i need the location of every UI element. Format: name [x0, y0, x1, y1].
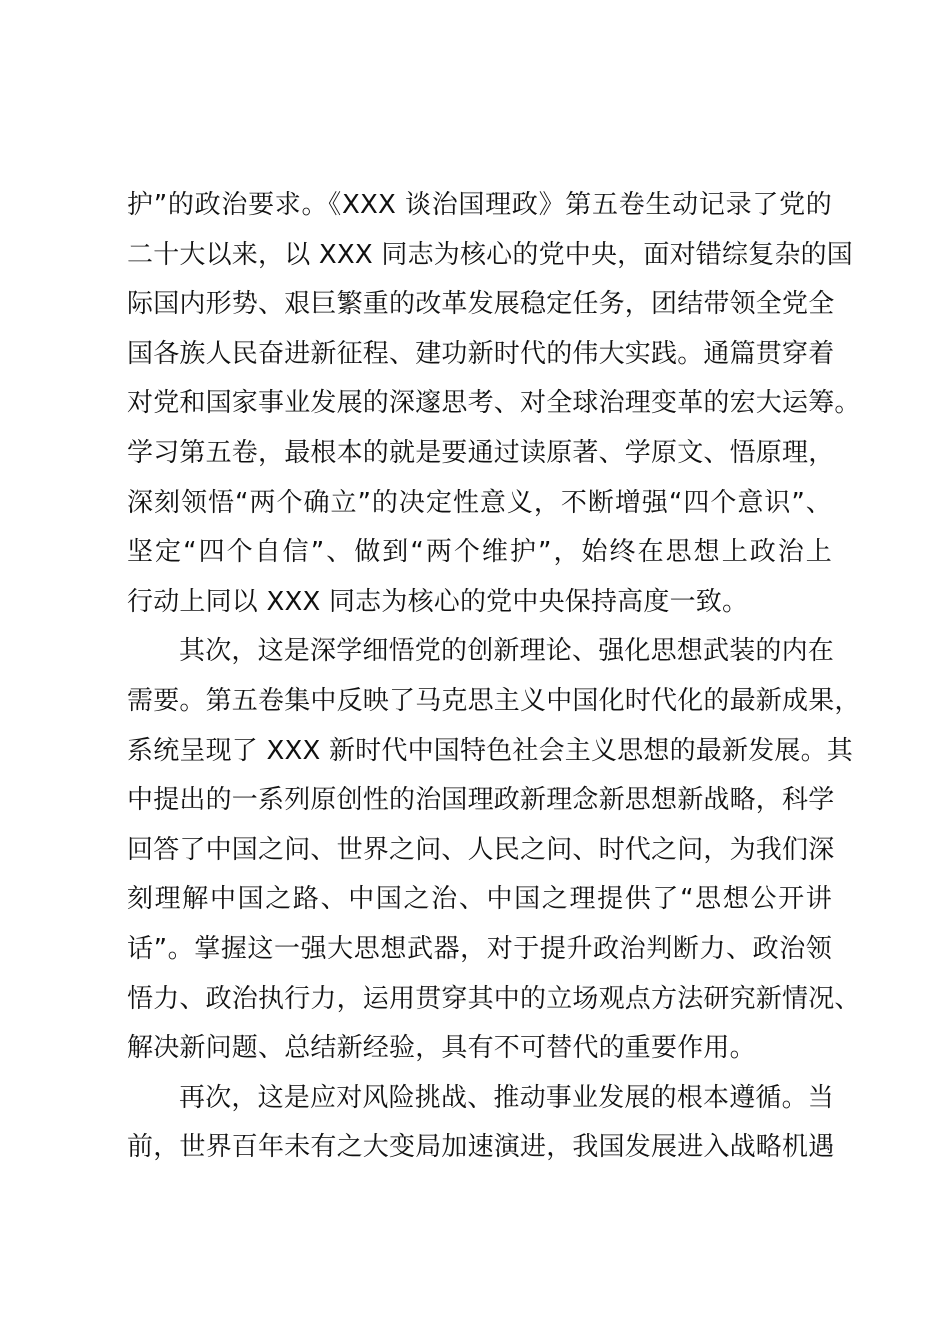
- text-line: 话”。掌握这一强大思想武器，对于提升政治判断力、政治领: [127, 933, 832, 964]
- text-line: 解决新问题、总结新经验，具有不可替代的重要作用。: [127, 1033, 756, 1064]
- document-body: [127, 181, 861, 1173]
- text-line: 坚定“四个自信”、做到“两个维护”，始终在思想上政治上: [127, 537, 832, 568]
- text-line: 际国内形势、艰巨繁重的改革发展稳定任务，团结带领全党全: [127, 289, 835, 320]
- text-line: 深刻领悟“两个确立”的决定性意义，不断增强“四个意识”、: [127, 487, 832, 518]
- text-line: 再次，这是应对风险挑战、推动事业发展的根本遵循。当: [179, 1082, 835, 1113]
- paragraph: [127, 1074, 835, 1173]
- text-line: 中提出的一系列原创性的治国理政新理念新思想新战略，科学: [127, 785, 835, 816]
- text-line: 国各族人民奋进新征程、建功新时代的伟大实践。通篇贯穿着: [127, 338, 835, 369]
- text-line: 行动上同以 XXX 同志为核心的党中央保持高度一致。: [127, 586, 749, 617]
- text-line: 系统呈现了 XXX 新时代中国特色社会主义思想的最新发展。其: [127, 735, 853, 766]
- text-line: 护”的政治要求。《XXX 谈治国理政》第五卷生动记录了党的: [127, 190, 832, 220]
- text-line: 回答了中国之问、世界之问、人民之问、时代之问，为我们深: [127, 834, 835, 865]
- paragraph: [127, 627, 861, 1073]
- text-line: 刻理解中国之路、中国之治、中国之理提供了“思想公开讲: [127, 884, 832, 915]
- text-line: 需要。第五卷集中反映了马克思主义中国化时代化的最新成果，: [127, 685, 861, 716]
- text-line: 对党和国家事业发展的深邃思考、对全球治理变革的宏大运筹。: [127, 388, 861, 419]
- text-line: 悟力、政治执行力，运用贯穿其中的立场观点方法研究新情况、: [127, 983, 861, 1014]
- paragraph: [127, 181, 861, 627]
- text-line: 其次，这是深学细悟党的创新理论、强化思想武装的内在: [179, 636, 835, 667]
- text-line: 二十大以来，以 XXX 同志为核心的党中央，面对错综复杂的国: [127, 239, 853, 270]
- text-line: 学习第五卷，最根本的就是要通过读原著、学原文、悟原理，: [127, 437, 835, 468]
- text-line: 前，世界百年未有之大变局加速演进，我国发展进入战略机遇: [127, 1132, 835, 1163]
